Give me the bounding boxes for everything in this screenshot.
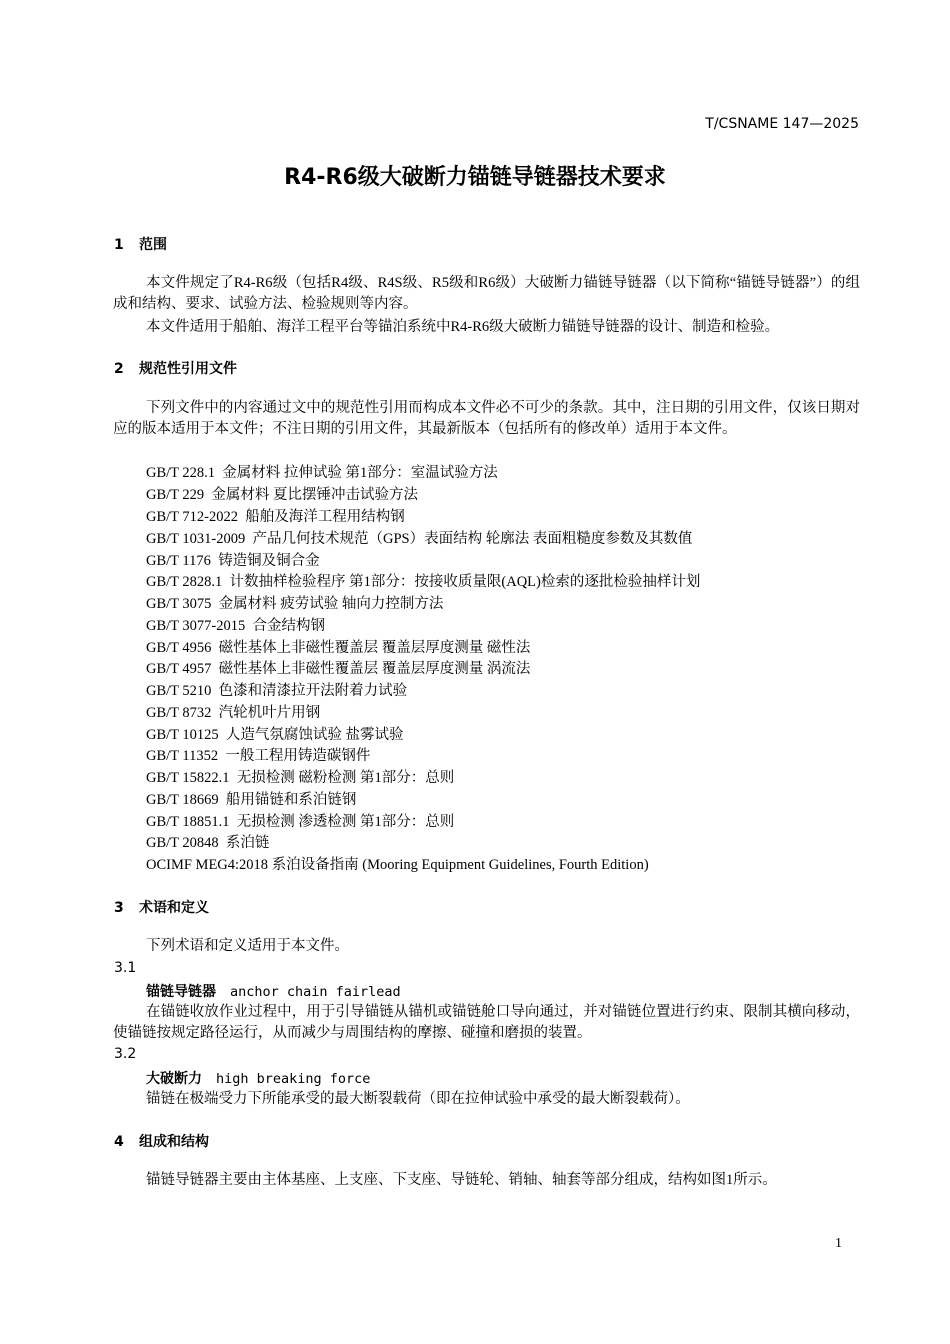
term-chinese: 大破断力 bbox=[146, 1071, 202, 1087]
section-1-heading bbox=[114, 234, 167, 254]
reference-item bbox=[146, 746, 370, 766]
term-definition: 在锚链收放作业过程中，用于引导锚链从锚机或锚链舱口导向通过，并对锚链位置进行约束、限制其横向移动，使锚链按规定路径运行，从而减少与周围结构的摩擦、碰撞和磨损的装置。 bbox=[113, 1004, 860, 1041]
reference-title: 系泊设备指南 (Mooring Equipment Guidelines, Fourth Edition) bbox=[271, 857, 649, 873]
reference-code: GB/T 228.1 bbox=[146, 465, 216, 481]
reference-item bbox=[146, 638, 530, 658]
reference-code: GB/T 15822.1 bbox=[146, 770, 230, 786]
reference-code: GB/T 229 bbox=[146, 487, 205, 503]
reference-title: 合金结构钢 bbox=[252, 618, 325, 634]
reference-item bbox=[146, 812, 454, 832]
reference-title: 磁性基体上非磁性覆盖层 覆盖层厚度测量 磁性法 bbox=[218, 640, 531, 656]
reference-code: GB/T 3077-2015 bbox=[146, 618, 246, 634]
reference-item bbox=[146, 551, 320, 571]
section-title: 规范性引用文件 bbox=[139, 361, 237, 377]
reference-item bbox=[146, 790, 356, 810]
section-3-heading bbox=[114, 897, 209, 917]
reference-item bbox=[146, 768, 454, 788]
reference-item bbox=[146, 833, 269, 853]
reference-code: GB/T 4956 bbox=[146, 640, 212, 656]
section-title: 组成和结构 bbox=[139, 1134, 209, 1150]
reference-title: 产品几何技术规范（GPS）表面结构 轮廓法 表面粗糙度参数及其数值 bbox=[252, 531, 693, 547]
clause-number: 3.2 bbox=[114, 1046, 137, 1062]
reference-title: 无损检测 渗透检测 第1部分：总则 bbox=[236, 814, 455, 830]
reference-item bbox=[146, 529, 692, 549]
reference-item bbox=[146, 572, 700, 592]
reference-code: GB/T 18851.1 bbox=[146, 814, 230, 830]
term-definition: 锚链在极端受力下所能承受的最大断裂载荷（即在拉伸试验中承受的最大断裂载荷）。 bbox=[146, 1091, 690, 1107]
section-number: 1 bbox=[114, 237, 124, 253]
page-number: 1 bbox=[835, 1236, 842, 1251]
section-2-heading bbox=[114, 358, 237, 378]
reference-item bbox=[146, 507, 405, 527]
section-number: 3 bbox=[114, 900, 124, 916]
reference-code: GB/T 11352 bbox=[146, 748, 219, 764]
standard-number: T/CSNAME 147—2025 bbox=[705, 116, 859, 132]
term-english: high breaking force bbox=[216, 1071, 371, 1087]
term-english: anchor chain fairlead bbox=[230, 984, 401, 1000]
reference-title: 金属材料 疲劳试验 轴向力控制方法 bbox=[218, 596, 444, 612]
section-title: 范围 bbox=[139, 237, 167, 253]
reference-code: GB/T 10125 bbox=[146, 727, 219, 743]
reference-code: GB/T 18669 bbox=[146, 792, 219, 808]
section-title: 术语和定义 bbox=[139, 900, 209, 916]
reference-title: 一般工程用铸造碳钢件 bbox=[225, 748, 371, 764]
structure-paragraph: 锚链导链器主要由主体基座、上支座、下支座、导链轮、销轴、轴套等部分组成，结构如图1所示。 bbox=[146, 1172, 777, 1188]
terms-intro: 下列术语和定义适用于本文件。 bbox=[146, 938, 349, 954]
reference-title: 无损检测 磁粉检测 第1部分：总则 bbox=[236, 770, 455, 786]
reference-item bbox=[146, 855, 649, 875]
reference-item bbox=[146, 681, 407, 701]
scope-paragraph-2: 本文件适用于船舶、海洋工程平台等锚泊系统中R4-R6级大破断力锚链导链器的设计、制造和检验。 bbox=[146, 319, 780, 335]
section-number: 2 bbox=[114, 361, 124, 377]
reference-code: GB/T 5210 bbox=[146, 683, 212, 699]
clause-number: 3.1 bbox=[114, 960, 137, 976]
reference-code: GB/T 712-2022 bbox=[146, 509, 238, 525]
term-heading bbox=[146, 981, 401, 1001]
term-heading bbox=[146, 1068, 370, 1088]
reference-code: GB/T 8732 bbox=[146, 705, 212, 721]
reference-title: 磁性基体上非磁性覆盖层 覆盖层厚度测量 涡流法 bbox=[218, 661, 531, 677]
reference-title: 人造气氛腐蚀试验 盐雾试验 bbox=[225, 727, 404, 743]
reference-title: 计数抽样检验程序 第1部分：按接收质量限(AQL)检索的逐批检验抽样计划 bbox=[229, 574, 701, 590]
document-title: R4-R6级大破断力锚链导链器技术要求 bbox=[284, 165, 666, 190]
reference-code: OCIMF MEG4:2018 bbox=[146, 857, 269, 873]
reference-item bbox=[146, 485, 418, 505]
reference-title: 金属材料 夏比摆锤冲击试验方法 bbox=[211, 487, 419, 503]
reference-item bbox=[146, 594, 443, 614]
reference-item bbox=[146, 725, 404, 745]
section-4-heading bbox=[114, 1131, 209, 1151]
reference-code: GB/T 20848 bbox=[146, 835, 219, 851]
reference-title: 铸造铜及铜合金 bbox=[218, 553, 320, 569]
term-chinese: 锚链导链器 bbox=[146, 984, 216, 1000]
reference-item bbox=[146, 659, 530, 679]
references-intro: 下列文件中的内容通过文中的规范性引用而构成本文件必不可少的条款。其中，注日期的引用文件，仅该日期对应的版本适用于本文件；不注日期的引用文件，其最新版本（包括所有的修改单）适用于本文件。 bbox=[113, 400, 860, 437]
reference-code: GB/T 4957 bbox=[146, 661, 212, 677]
reference-item bbox=[146, 463, 498, 483]
reference-code: GB/T 3075 bbox=[146, 596, 212, 612]
section-number: 4 bbox=[114, 1134, 124, 1150]
reference-title: 船用锚链和系泊链钢 bbox=[225, 792, 357, 808]
reference-title: 金属材料 拉伸试验 第1部分：室温试验方法 bbox=[222, 465, 498, 481]
reference-item bbox=[146, 616, 325, 636]
reference-code: GB/T 1031-2009 bbox=[146, 531, 246, 547]
reference-title: 系泊链 bbox=[225, 835, 270, 851]
reference-item bbox=[146, 703, 320, 723]
reference-title: 色漆和清漆拉开法附着力试验 bbox=[218, 683, 408, 699]
reference-title: 汽轮机叶片用钢 bbox=[218, 705, 321, 721]
reference-code: GB/T 2828.1 bbox=[146, 574, 223, 590]
scope-paragraph-1: 本文件规定了R4-R6级（包括R4级、R4S级、R5级和R6级）大破断力锚链导链器（以下简称“锚链导链器”）的组成和结构、要求、试验方法、检验规则等内容。 bbox=[113, 275, 860, 312]
reference-title: 船舶及海洋工程用结构钢 bbox=[245, 509, 405, 525]
reference-code: GB/T 1176 bbox=[146, 553, 211, 569]
